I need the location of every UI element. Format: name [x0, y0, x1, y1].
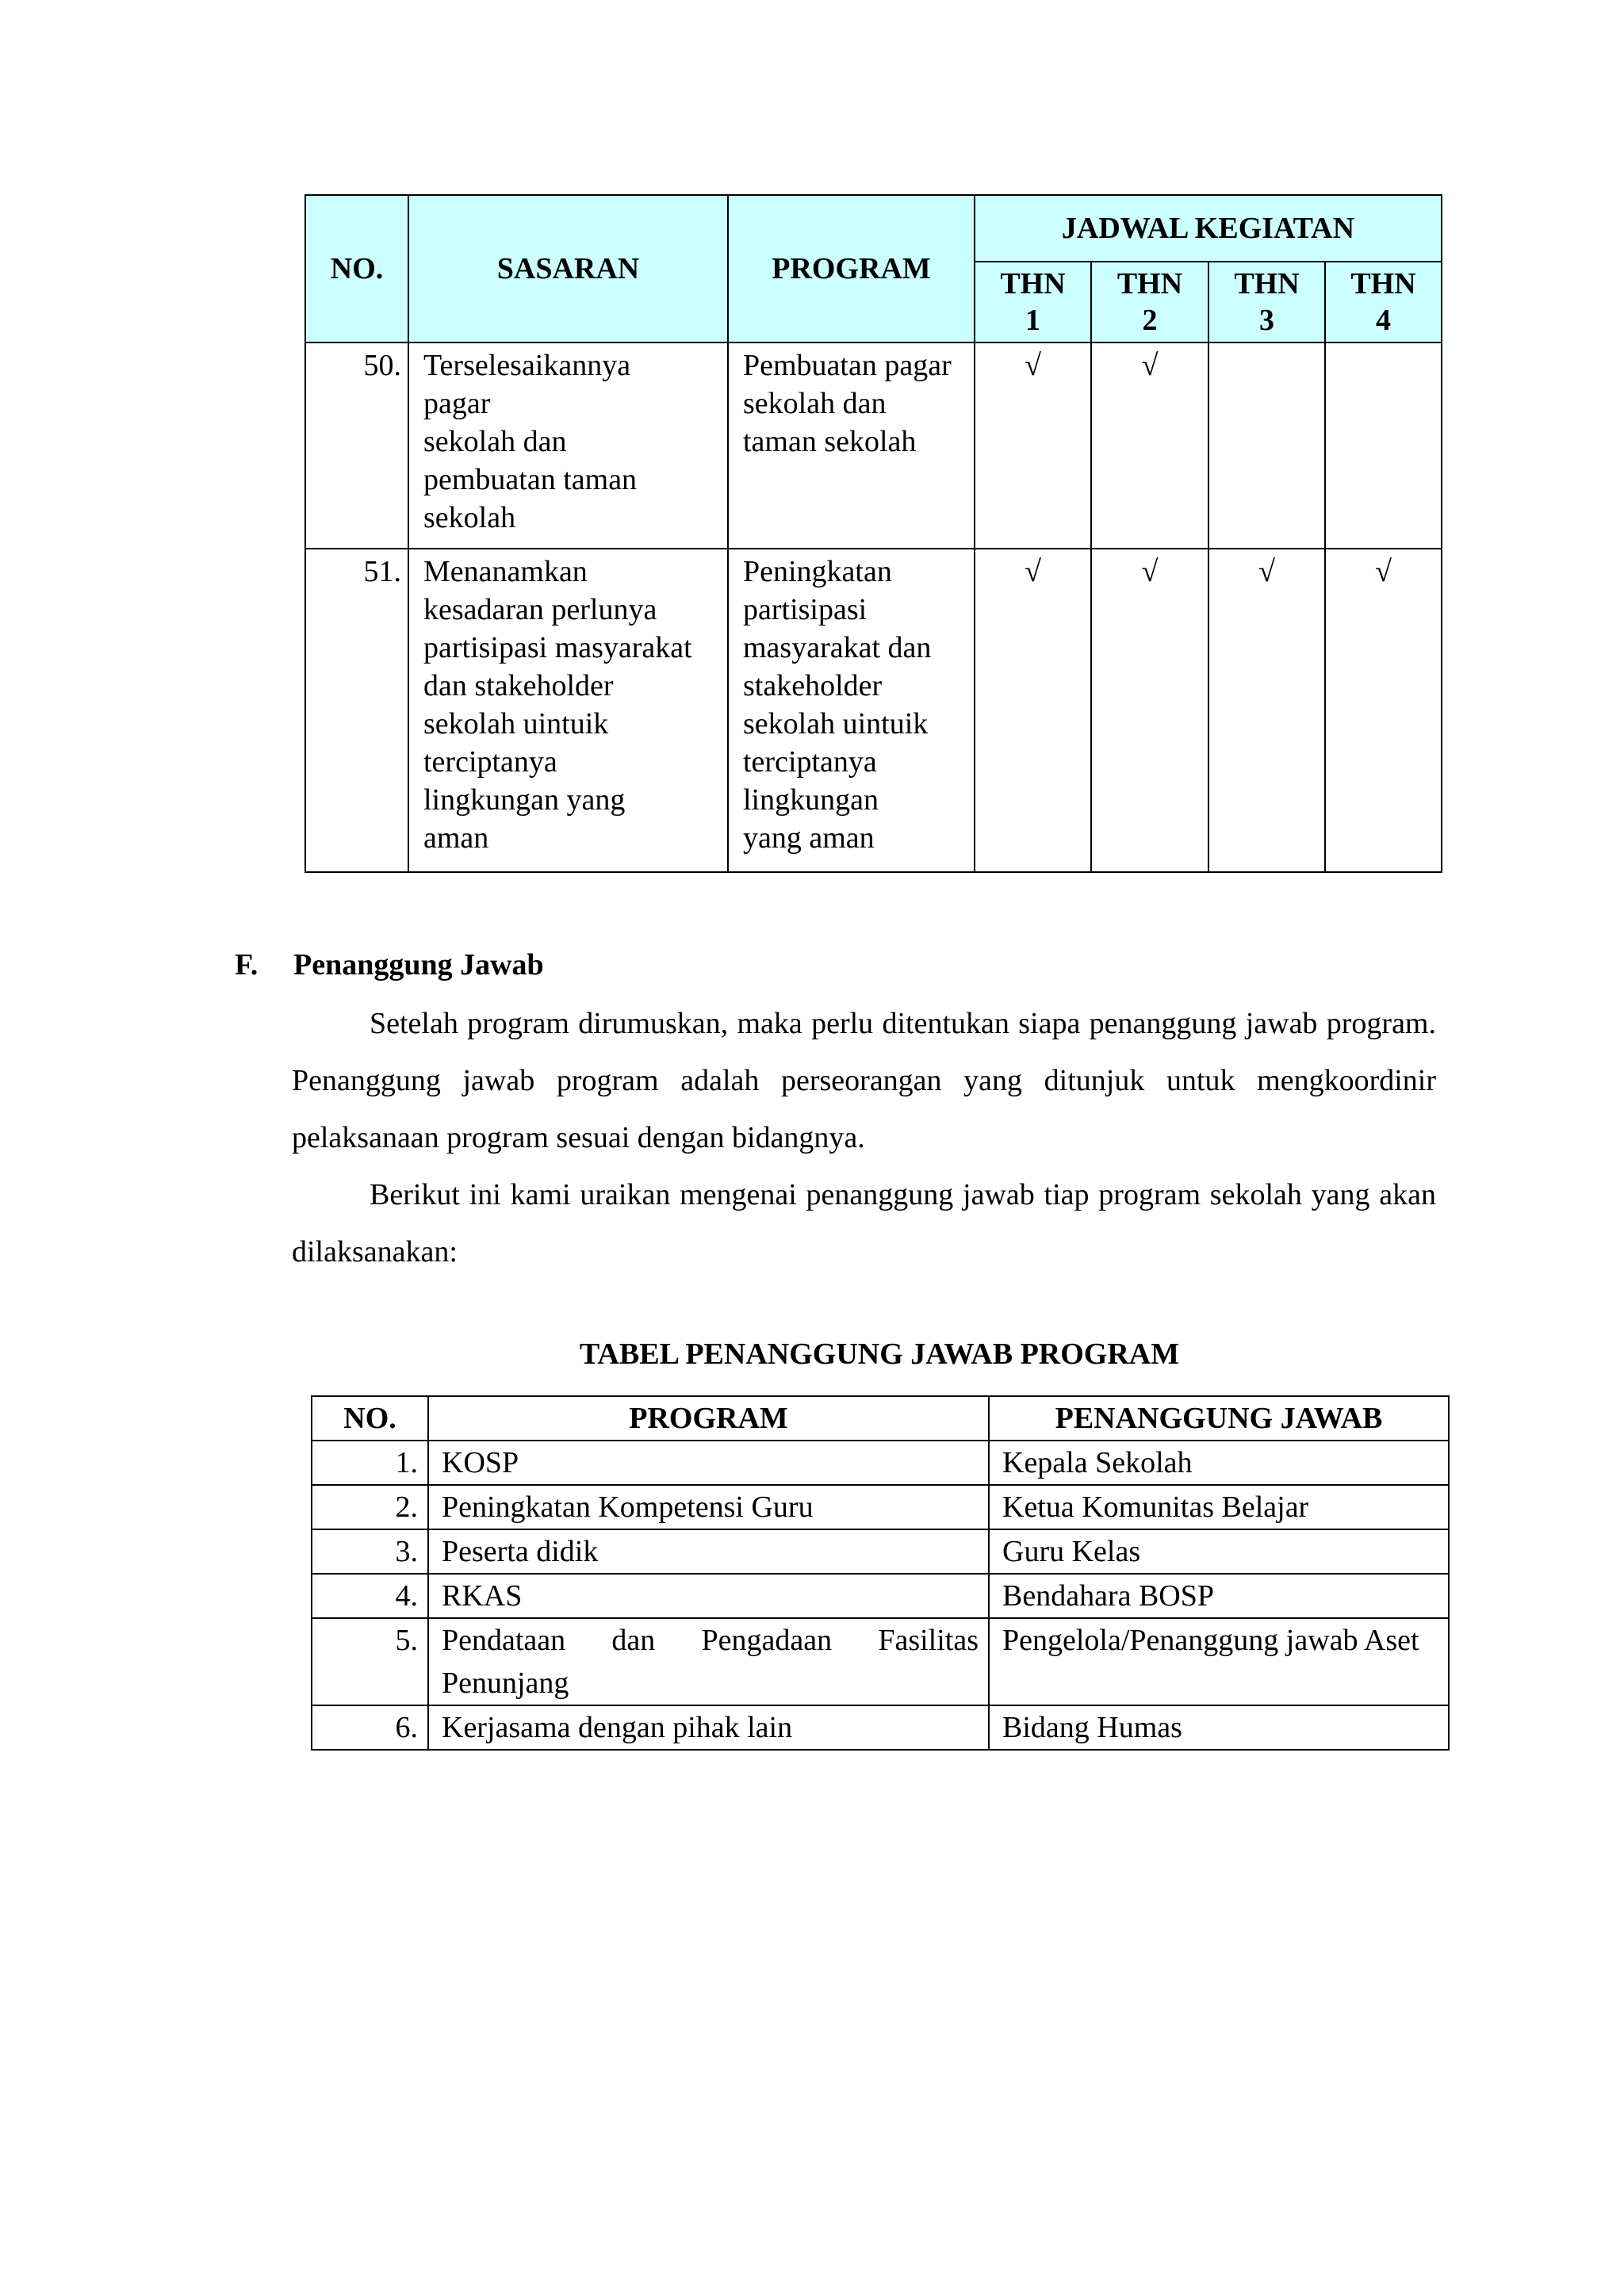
row-number: 3.	[312, 1529, 428, 1574]
program-cell: Pembuatan pagar sekolah dan taman sekolah	[728, 342, 975, 549]
check-mark-year-1: √	[975, 549, 1091, 872]
check-mark-year-2: √	[1091, 549, 1208, 872]
row-number: 2.	[312, 1485, 428, 1529]
table-row	[312, 1705, 1449, 1750]
section-letter: F.	[235, 948, 259, 982]
header-no: NO.	[305, 195, 408, 342]
row-number: 1.	[312, 1441, 428, 1485]
check-mark-year-3	[1208, 342, 1325, 549]
table-row	[305, 549, 1442, 872]
row-number: 50.	[305, 342, 408, 549]
program-cell: Peningkatan partisipasi masyarakat dan stakeholder sekolah uintuik terciptanya lingkungan yang aman	[728, 549, 975, 872]
body-paragraph-1: Setelah program dirumuskan, maka perlu ditentukan siapa penanggung jawab program. Penanggung jawab program adalah perseorangan yang ditunjuk untuk mengkoordinir pelaksanaan program sesuai dengan bidangnya.	[292, 1007, 1436, 1154]
penanggung-jawab-cell: Bendahara BOSP	[989, 1574, 1449, 1618]
program-cell: Pendataan dan Pengadaan Fasilitas Penunjang	[428, 1618, 989, 1705]
header-program: PROGRAM	[728, 195, 975, 342]
header-year-3: THN 3	[1208, 262, 1325, 342]
header-year-2: THN 2	[1091, 262, 1208, 342]
header-year-1: THN 1	[975, 262, 1091, 342]
check-mark-year-4: √	[1325, 549, 1442, 872]
penanggung-jawab-cell: Bidang Humas	[989, 1705, 1449, 1750]
row-number: 4.	[312, 1574, 428, 1618]
header-program: PROGRAM	[428, 1396, 989, 1441]
check-mark-year-1: √	[975, 342, 1091, 549]
check-mark-year-3: √	[1208, 549, 1325, 872]
table-title: TABEL PENANGGUNG JAWAB PROGRAM	[579, 1337, 1180, 1371]
header-year-4: THN 4	[1325, 262, 1442, 342]
sasaran-cell: Terselesaikannya pagar sekolah dan pembuatan taman sekolah	[408, 342, 728, 549]
check-mark-year-2: √	[1091, 342, 1208, 549]
penanggung-jawab-cell: Kepala Sekolah	[989, 1441, 1449, 1485]
schedule-table	[304, 194, 1442, 873]
penanggung-jawab-cell: Pengelola/Penanggung jawab Aset	[989, 1618, 1449, 1705]
program-cell: KOSP	[428, 1441, 989, 1485]
body-paragraph-2: Berikut ini kami uraikan mengenai penanggung jawab tiap program sekolah yang akan dilaksanakan:	[292, 1178, 1436, 1269]
row-number: 6.	[312, 1705, 428, 1750]
program-cell: RKAS	[428, 1574, 989, 1618]
program-cell: Peningkatan Kompetensi Guru	[428, 1485, 989, 1529]
table-row	[312, 1529, 1449, 1574]
penanggung-jawab-cell: Guru Kelas	[989, 1529, 1449, 1574]
penanggung-jawab-cell: Ketua Komunitas Belajar	[989, 1485, 1449, 1529]
program-cell: Peserta didik	[428, 1529, 989, 1574]
header-no: NO.	[312, 1396, 428, 1441]
table-row	[312, 1618, 1449, 1705]
header-penanggung-jawab: PENANGGUNG JAWAB	[989, 1396, 1449, 1441]
header-jadwal-kegiatan: JADWAL KEGIATAN	[975, 195, 1442, 262]
sasaran-cell: Menanamkan kesadaran perlunya partisipasi masyarakat dan stakeholder sekolah uintuik terciptanya lingkungan yang aman	[408, 549, 728, 872]
row-number: 5.	[312, 1618, 428, 1705]
program-cell: Kerjasama dengan pihak lain	[428, 1705, 989, 1750]
header-sasaran: SASARAN	[408, 195, 728, 342]
table-row	[312, 1485, 1449, 1529]
table-row	[312, 1574, 1449, 1618]
section-title: Penanggung Jawab	[293, 948, 544, 982]
table-row	[312, 1441, 1449, 1485]
section-heading	[235, 946, 544, 984]
row-number: 51.	[305, 549, 408, 872]
check-mark-year-4	[1325, 342, 1442, 549]
responsibility-table	[311, 1395, 1450, 1751]
table-row	[305, 342, 1442, 549]
